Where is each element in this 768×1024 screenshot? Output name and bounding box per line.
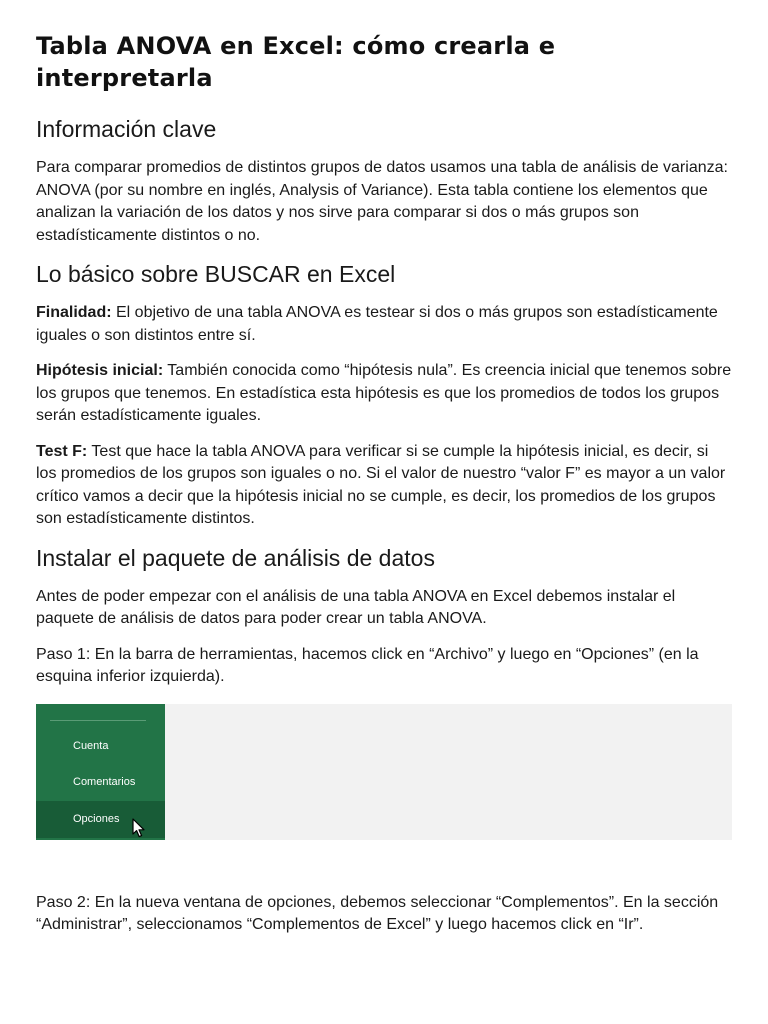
paragraph-hipotesis <box>36 360 732 428</box>
hipotesis-label: Hipótesis inicial: <box>36 362 164 379</box>
hipotesis-text: También conocida como “hipótesis nula”. Es creencia inicial que tenemos sobre los grupos que tenemos. En estadística esta hipótesis es que los promedios de todos los grupos serán estadísticamente iguales. <box>36 362 732 424</box>
article <box>36 30 732 937</box>
heading-informacion-clave: Información clave <box>36 116 217 142</box>
paragraph-test-f <box>36 441 732 531</box>
paragraph-paso-2: Paso 2: En la nueva ventana de opciones, debemos seleccionar “Complementos”. En la sección “Administrar”, seleccionamos “Complementos de Excel” y luego hacemos click en “Ir”. <box>36 893 719 933</box>
paragraph-intro: Para comparar promedios de distintos grupos de datos usamos una tabla de análisis de varianza: ANOVA (por su nombre en inglés, Analysis of Variance). Esta tabla contiene los elementos que analizan la variación de los datos y nos sirve para comparar si dos o más grupos son estadísticamente distintos o no. <box>36 159 728 244</box>
menu-divider <box>50 720 146 721</box>
paragraph-antes: Antes de poder empezar con el análisis de una tabla ANOVA en Excel debemos instalar el paquete de análisis de datos para poder crear un tabla ANOVA. <box>36 587 676 627</box>
heading-lo-basico: Lo básico sobre BUSCAR en Excel <box>36 261 396 287</box>
excel-file-menu-screenshot <box>36 704 732 840</box>
paragraph-finalidad <box>36 302 732 347</box>
testf-text: Test que hace la tabla ANOVA para verificar si se cumple la hipótesis inicial, es decir, si los promedios de los grupos son iguales o no. Si el valor de nuestro “valor F” es mayor a un valor crítico vamos a decir que la hipótesis inicial no se cumple, es decir, los promedios de los grupos son estadísticamente distintos. <box>36 442 726 527</box>
finalidad-text: El objetivo de una tabla ANOVA es testear si dos o más grupos son estadísticamente iguales o son distintos entre sí. <box>36 304 718 344</box>
menu-item-cuenta[interactable]: Cuenta <box>73 739 109 752</box>
arrow-cursor-icon <box>132 818 146 838</box>
paragraph-paso-1: Paso 1: En la barra de herramientas, hacemos click en “Archivo” y luego en “Opciones” (en la esquina inferior izquierda). <box>36 645 699 685</box>
menu-item-comentarios[interactable]: Comentarios <box>73 775 136 788</box>
menu-item-opciones[interactable]: Opciones <box>36 801 165 838</box>
page-title: Tabla ANOVA en Excel: cómo crearla e interpretarla <box>36 32 556 92</box>
heading-instalar-paquete: Instalar el paquete de análisis de datos <box>36 544 435 571</box>
finalidad-label: Finalidad: <box>36 304 112 321</box>
testf-label: Test F: <box>36 442 88 460</box>
